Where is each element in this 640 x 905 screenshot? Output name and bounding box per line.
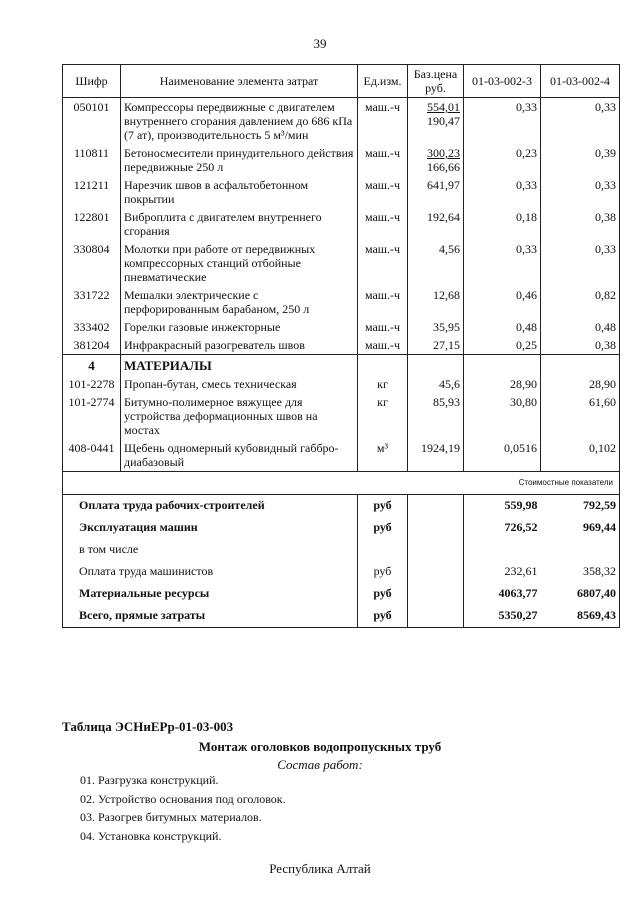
cell-name: Инфракрасный разогреватель швов <box>121 336 358 355</box>
table-row <box>63 144 620 176</box>
table-row <box>63 439 620 472</box>
table-header-row <box>63 65 620 98</box>
cell-value-3: 0,33 <box>464 240 541 286</box>
summary-value-4: 969,44 <box>541 517 620 539</box>
price-value: 45,6 <box>439 377 460 391</box>
table-row <box>63 98 620 145</box>
header-col-4: 01-03-002-4 <box>541 65 620 98</box>
cell-unit: маш.-ч <box>358 336 408 355</box>
summary-unit <box>358 539 408 561</box>
cost-indicators-label: Стоимостные показатели <box>63 472 620 495</box>
summary-unit: руб <box>358 495 408 518</box>
summary-row <box>63 605 620 628</box>
cell-code: 408-0441 <box>63 439 121 472</box>
table-row <box>63 176 620 208</box>
table-row <box>63 286 620 318</box>
cell-name: Мешалки электрические с перфорированным барабаном, 250 л <box>121 286 358 318</box>
cell-value-4: 0,33 <box>541 176 620 208</box>
cell-name: Молотки при работе от передвижных компрессорных станций отбойные пневматические <box>121 240 358 286</box>
cell-value-3: 0,25 <box>464 336 541 355</box>
cell-unit: маш.-ч <box>358 176 408 208</box>
empty-cell <box>408 355 464 376</box>
work-item: 02. Устройство основания под оголовок. <box>80 792 286 806</box>
cell-unit: маш.-ч <box>358 144 408 176</box>
work-item: 01. Разгрузка конструкций. <box>80 773 219 787</box>
cell-unit: маш.-ч <box>358 240 408 286</box>
cell-price <box>408 176 464 208</box>
summary-label: Всего, прямые затраты <box>63 605 358 628</box>
cost-indicators-row <box>63 472 620 495</box>
cell-value-4: 0,33 <box>541 98 620 145</box>
summary-label: в том числе <box>63 539 358 561</box>
empty-cell <box>408 539 464 561</box>
cell-code: 122801 <box>63 208 121 240</box>
cell-code: 101-2278 <box>63 375 121 393</box>
cell-value-3: 28,90 <box>464 375 541 393</box>
table-row <box>63 208 620 240</box>
cell-price <box>408 240 464 286</box>
cell-name: Виброплита с двигателем внутреннего сгорания <box>121 208 358 240</box>
cell-price <box>408 439 464 472</box>
cell-value-3: 0,46 <box>464 286 541 318</box>
summary-value-3: 232,61 <box>464 561 541 583</box>
cell-name: Горелки газовые инжекторные <box>121 318 358 336</box>
summary-value-3: 559,98 <box>464 495 541 518</box>
cell-name: Битумно-полимерное вяжущее для устройства деформационных швов на мостах <box>121 393 358 439</box>
cell-code: 381204 <box>63 336 121 355</box>
cell-value-3: 0,33 <box>464 176 541 208</box>
summary-unit: руб <box>358 583 408 605</box>
cell-value-4: 0,39 <box>541 144 620 176</box>
price-value: 554,01 <box>427 100 460 114</box>
cell-price <box>408 98 464 145</box>
section-header-row <box>63 355 620 376</box>
summary-row <box>63 495 620 518</box>
cell-value-4: 28,90 <box>541 375 620 393</box>
cell-value-4: 0,48 <box>541 318 620 336</box>
cell-value-3: 0,23 <box>464 144 541 176</box>
cell-name: Нарезчик швов в асфальтобетонном покрытии <box>121 176 358 208</box>
price-value: 12,68 <box>433 288 460 302</box>
summary-value-4: 6807,40 <box>541 583 620 605</box>
header-code: Шифр <box>63 65 121 98</box>
price-value: 27,15 <box>433 338 460 352</box>
summary-unit: руб <box>358 605 408 628</box>
cell-value-4: 0,38 <box>541 336 620 355</box>
table-row <box>63 375 620 393</box>
empty-cell <box>408 495 464 518</box>
work-item: 03. Разогрев битумных материалов. <box>80 810 262 824</box>
cell-code: 050101 <box>63 98 121 145</box>
empty-cell <box>408 605 464 628</box>
table-row <box>63 240 620 286</box>
summary-value-3 <box>464 539 541 561</box>
cell-code: 330804 <box>63 240 121 286</box>
price-value: 1924,19 <box>421 441 460 455</box>
header-unit: Ед.изм. <box>358 65 408 98</box>
summary-value-4 <box>541 539 620 561</box>
cell-value-4: 0,33 <box>541 240 620 286</box>
price-value: 300,23 <box>427 146 460 160</box>
section-title: МАТЕРИАЛЫ <box>121 355 358 376</box>
summary-label: Оплата труда рабочих-строителей <box>63 495 358 518</box>
empty-cell <box>358 355 408 376</box>
cell-unit: кг <box>358 393 408 439</box>
cell-unit: кг <box>358 375 408 393</box>
cell-price <box>408 318 464 336</box>
cell-value-4: 0,82 <box>541 286 620 318</box>
summary-label: Материальные ресурсы <box>63 583 358 605</box>
header-col-3: 01-03-002-3 <box>464 65 541 98</box>
cell-price <box>408 393 464 439</box>
cell-value-3: 0,33 <box>464 98 541 145</box>
work-composition-header: Состав работ: <box>277 757 363 772</box>
summary-value-3: 726,52 <box>464 517 541 539</box>
cell-price <box>408 336 464 355</box>
section-number: 4 <box>63 355 121 376</box>
cell-price <box>408 208 464 240</box>
cell-code: 101-2774 <box>63 393 121 439</box>
summary-row <box>63 517 620 539</box>
cell-value-4: 61,60 <box>541 393 620 439</box>
table-subtitle: Монтаж оголовков водопропускных труб <box>198 739 442 754</box>
cell-value-4: 0,102 <box>541 439 620 472</box>
empty-cell <box>408 583 464 605</box>
empty-cell <box>408 561 464 583</box>
summary-row <box>63 561 620 583</box>
cell-value-3: 0,0516 <box>464 439 541 472</box>
price-value: 85,93 <box>433 395 460 409</box>
price-value: 641,97 <box>427 178 460 192</box>
table-row <box>63 336 620 355</box>
cell-code: 333402 <box>63 318 121 336</box>
summary-value-3: 4063,77 <box>464 583 541 605</box>
summary-value-4: 792,59 <box>541 495 620 518</box>
cell-value-4: 0,38 <box>541 208 620 240</box>
header-price: Баз.цена руб. <box>408 65 464 98</box>
cell-code: 110811 <box>63 144 121 176</box>
empty-cell <box>541 355 620 376</box>
price-value: 35,95 <box>433 320 460 334</box>
cell-unit: маш.-ч <box>358 208 408 240</box>
summary-row <box>63 539 620 561</box>
empty-cell <box>408 517 464 539</box>
cell-code: 331722 <box>63 286 121 318</box>
cell-name: Щебень одномерный кубовидный габбро-диабазовый <box>121 439 358 472</box>
empty-cell <box>464 355 541 376</box>
summary-value-3: 5350,27 <box>464 605 541 628</box>
table-row <box>63 318 620 336</box>
cell-value-3: 0,48 <box>464 318 541 336</box>
cell-unit: маш.-ч <box>358 98 408 145</box>
summary-label: Оплата труда машинистов <box>63 561 358 583</box>
summary-value-4: 8569,43 <box>541 605 620 628</box>
summary-unit: руб <box>358 517 408 539</box>
cell-unit: маш.-ч <box>358 286 408 318</box>
summary-value-4: 358,32 <box>541 561 620 583</box>
header-name: Наименование элемента затрат <box>121 65 358 98</box>
cell-name: Бетоносмесители принудительного действия передвижные 250 л <box>121 144 358 176</box>
cell-price <box>408 144 464 176</box>
page-footer: Республика Алтай <box>269 861 371 876</box>
price-value-secondary: 166,66 <box>427 160 460 174</box>
cell-value-3: 30,80 <box>464 393 541 439</box>
summary-unit: руб <box>358 561 408 583</box>
cell-name: Пропан-бутан, смесь техническая <box>121 375 358 393</box>
price-value: 4,56 <box>439 242 460 256</box>
page-number: 39 <box>313 36 327 51</box>
table-row <box>63 393 620 439</box>
cell-name: Компрессоры передвижные с двигателем внутреннего сгорания давлением до 686 кПа (7 ат), производительность 5 м³/мин <box>121 98 358 145</box>
work-item: 04. Установка конструкций. <box>80 829 222 843</box>
summary-row <box>63 583 620 605</box>
table-title: Таблица ЭСНиЕРр-01-03-003 <box>62 719 234 734</box>
cell-price <box>408 286 464 318</box>
price-value: 192,64 <box>427 210 460 224</box>
cell-price <box>408 375 464 393</box>
cell-unit: м³ <box>358 439 408 472</box>
resource-table <box>62 64 620 628</box>
price-value-secondary: 190,47 <box>427 114 460 128</box>
cell-unit: маш.-ч <box>358 318 408 336</box>
cell-code: 121211 <box>63 176 121 208</box>
summary-label: Эксплуатация машин <box>63 517 358 539</box>
cell-value-3: 0,18 <box>464 208 541 240</box>
